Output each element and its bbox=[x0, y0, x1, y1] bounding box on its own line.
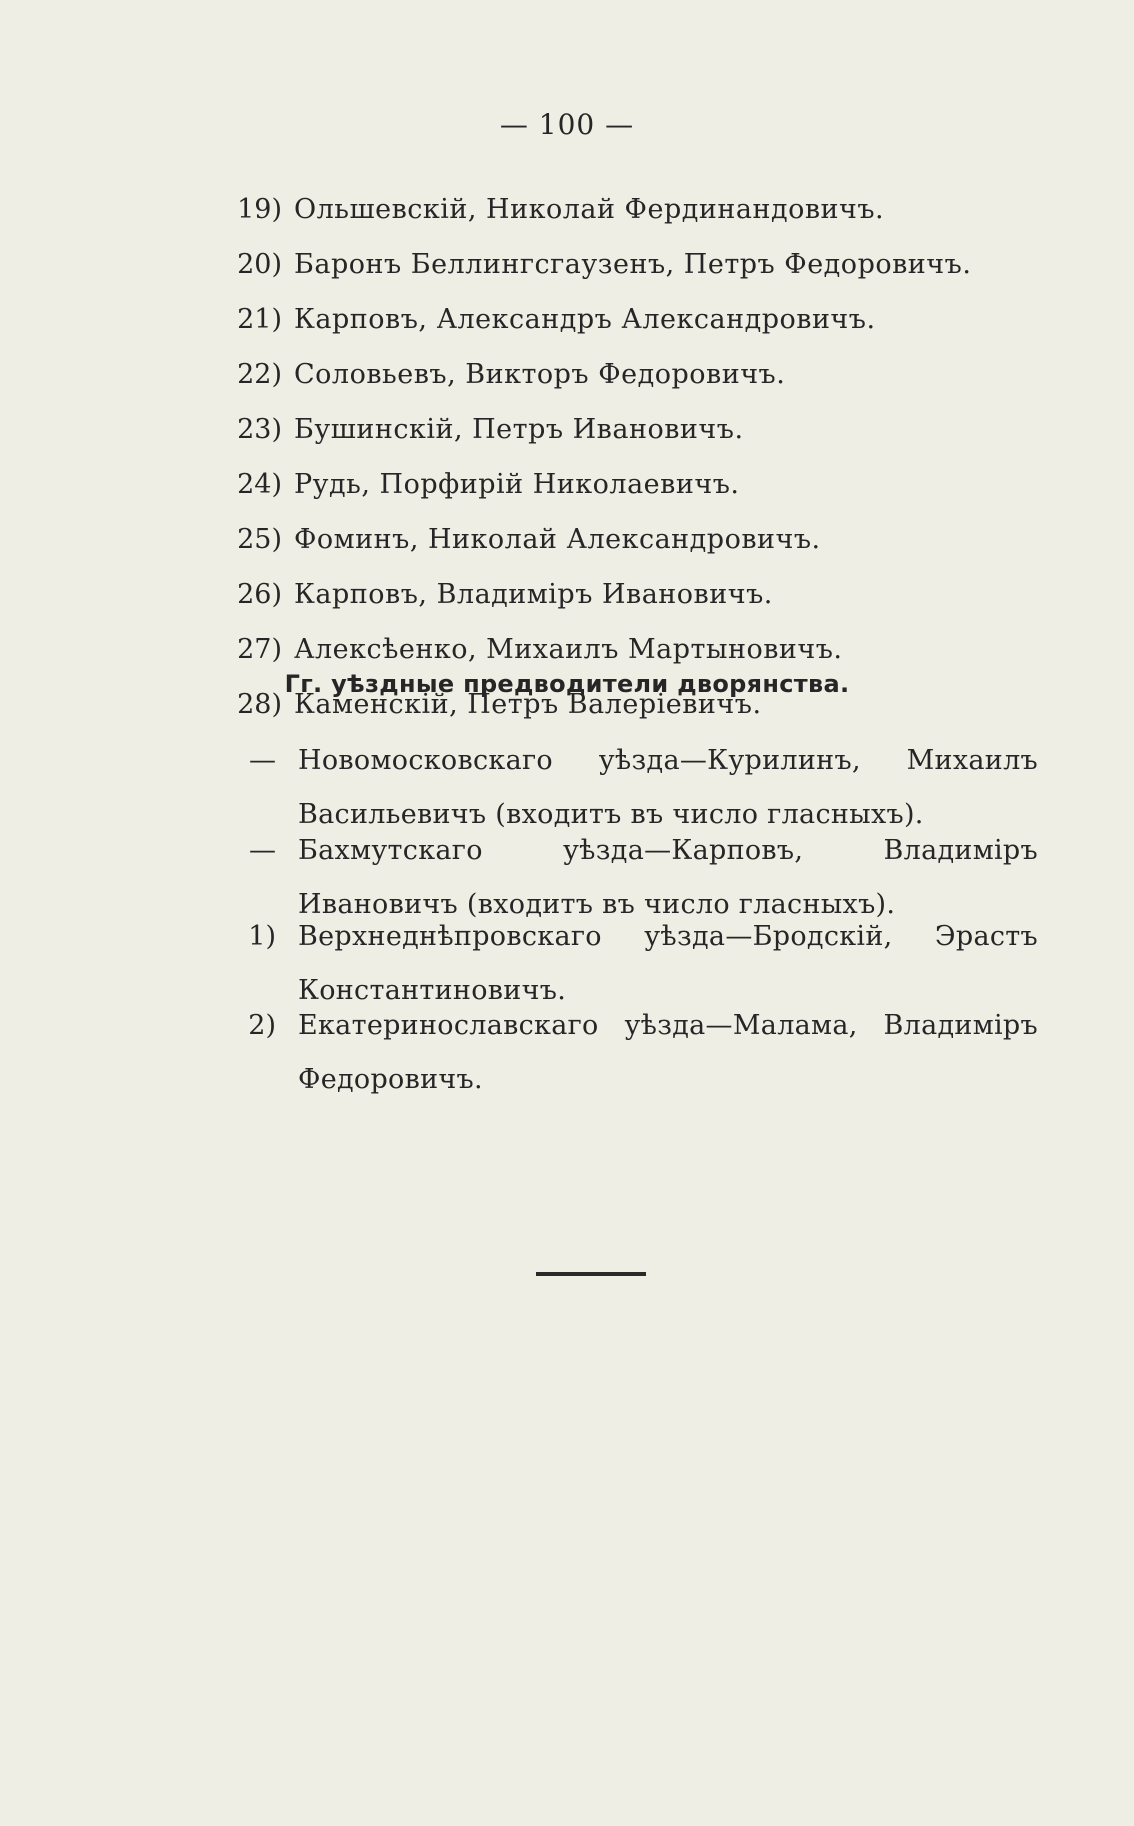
entry-marker: — bbox=[249, 745, 276, 776]
section-heading: Гг. уѣздные предводители дворянства. bbox=[284, 670, 850, 698]
entry-text: Екатеринославскаго уѣзда—Малама, Владиміръ Федоровичъ. bbox=[298, 1010, 1038, 1095]
list-item-name: Фоминъ, Николай Александровичъ. bbox=[294, 524, 821, 555]
entry-marker: 2) bbox=[248, 1010, 276, 1041]
entry-marker: 1) bbox=[248, 921, 276, 952]
page-number: — 100 — bbox=[499, 108, 635, 141]
entry-marker: — bbox=[249, 835, 276, 866]
list-item-number: 25) bbox=[237, 524, 282, 555]
list-item-number: 19) bbox=[237, 194, 282, 225]
section-divider bbox=[536, 1272, 646, 1276]
list-item-number: 27) bbox=[237, 634, 282, 665]
list-item-number: 24) bbox=[237, 469, 282, 500]
list-item-number: 22) bbox=[237, 359, 282, 390]
list-item-name: Карповъ, Александръ Александровичъ. bbox=[294, 304, 876, 335]
list-item-number: 20) bbox=[237, 249, 282, 280]
entry-text: Верхнеднѣпровскаго уѣзда—Бродскій, Эрастъ Константиновичъ. bbox=[298, 921, 1038, 1006]
list-item-number: 26) bbox=[237, 579, 282, 610]
list-item-name: Карповъ, Владиміръ Ивановичъ. bbox=[294, 579, 773, 610]
list-item-name: Ольшевскій, Николай Фердинандовичъ. bbox=[294, 194, 885, 225]
entry-text: Новомосковскаго уѣзда—Курилинъ, Михаилъ Васильевичъ (входитъ въ число гласныхъ). bbox=[298, 745, 1038, 830]
list-item-name: Бушинскій, Петръ Ивановичъ. bbox=[294, 414, 744, 445]
list-item-number: 28) bbox=[237, 689, 282, 720]
list-item-name: Рудь, Порфирій Николаевичъ. bbox=[294, 469, 740, 500]
list-item-name: Соловьевъ, Викторъ Федоровичъ. bbox=[294, 359, 786, 390]
list-item-number: 21) bbox=[237, 304, 282, 335]
list-item-name: Каменскій, Петръ Валеріевичъ. bbox=[294, 689, 762, 720]
entry-text: Бахмутскаго уѣзда—Карповъ, Владиміръ Ивановичъ (входитъ въ число гласныхъ). bbox=[298, 835, 1038, 920]
list-item-name: Баронъ Беллингсгаузенъ, Петръ Федоровичъ. bbox=[294, 249, 972, 280]
list-item-name: Алексѣенко, Михаилъ Мартыновичъ. bbox=[294, 634, 843, 665]
list-item-number: 23) bbox=[237, 414, 282, 445]
